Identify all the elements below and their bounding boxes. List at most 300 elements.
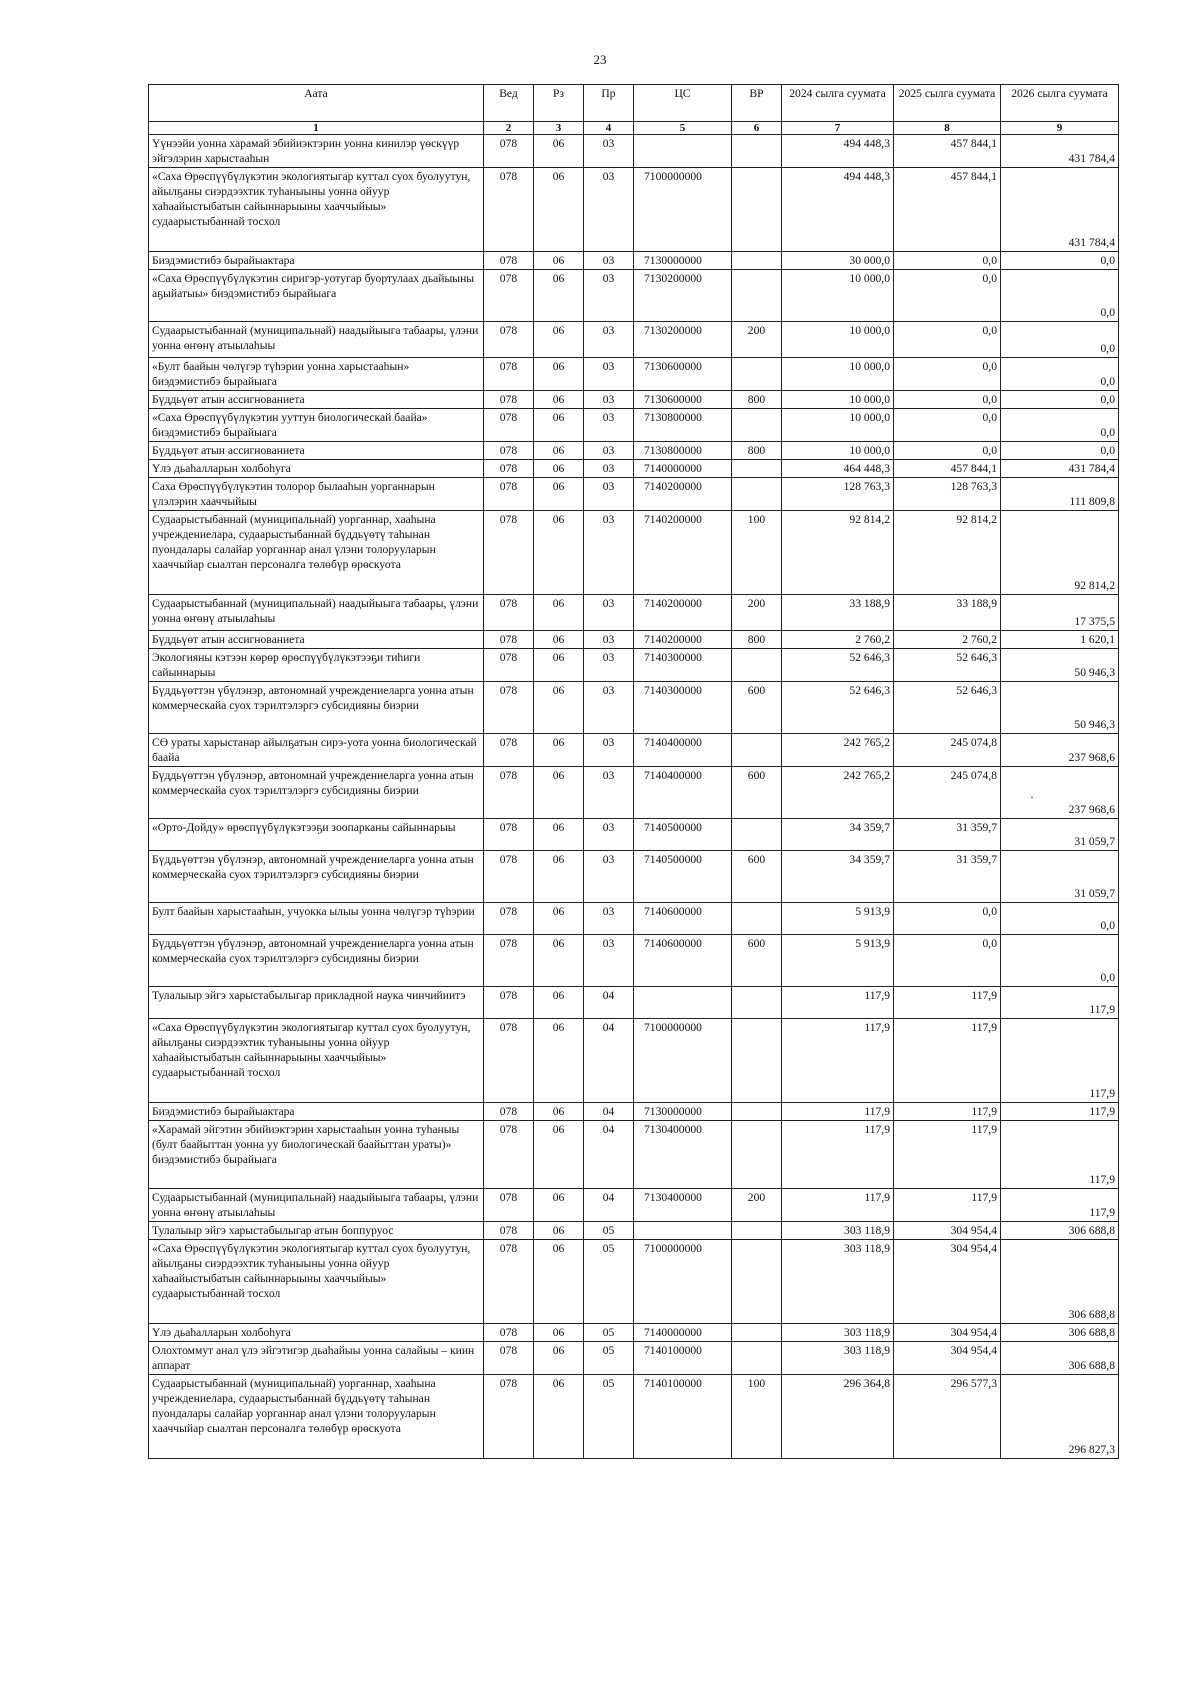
row-amount-2026: 0,0 — [1001, 935, 1119, 987]
table-row — [149, 595, 1119, 631]
row-vr: 600 — [732, 935, 782, 987]
row-pr: 05 — [584, 1222, 634, 1240]
row-cs — [634, 987, 732, 1019]
row-pr: 03 — [584, 595, 634, 631]
row-ved: 078 — [484, 1342, 534, 1375]
row-vr — [732, 903, 782, 935]
row-ved: 078 — [484, 252, 534, 270]
row-amount-2025: 0,0 — [894, 322, 1001, 358]
row-name: Олохтоммут анал үлэ эйгэтигэр дьаһайыы уонна салайыы – киин аппарат — [149, 1342, 484, 1375]
row-vr — [732, 734, 782, 767]
row-pr: 03 — [584, 252, 634, 270]
header-row — [149, 85, 1119, 122]
row-amount-2026: 17 375,5 — [1001, 595, 1119, 631]
table-row — [149, 135, 1119, 168]
row-amount-2024: 92 814,2 — [782, 511, 894, 595]
row-ved: 078 — [484, 631, 534, 649]
row-name: Экологияны кэтээн көрөр өрөспүүбүлүкэтээҕи тиһиги сайыннарыы — [149, 649, 484, 682]
table-row — [149, 511, 1119, 595]
header-name: Аата — [149, 85, 484, 122]
row-pr: 03 — [584, 135, 634, 168]
row-vr: 600 — [732, 767, 782, 819]
row-ved: 078 — [484, 1019, 534, 1103]
row-pr: 04 — [584, 1121, 634, 1189]
column-number: 1 — [149, 122, 484, 135]
row-cs: 7140300000 — [634, 682, 732, 734]
row-amount-2026: 0,0 — [1001, 252, 1119, 270]
row-rz: 06 — [534, 1375, 584, 1459]
row-amount-2025: 0,0 — [894, 409, 1001, 442]
row-cs: 7140000000 — [634, 1324, 732, 1342]
row-amount-2026: 50 946,3 — [1001, 682, 1119, 734]
row-amount-2026: 306 688,8 — [1001, 1240, 1119, 1324]
row-pr: 03 — [584, 649, 634, 682]
header-ved: Вед — [484, 85, 534, 122]
row-vr — [732, 1240, 782, 1324]
table-row — [149, 649, 1119, 682]
row-vr — [732, 1324, 782, 1342]
row-amount-2025: 245 074,8 — [894, 767, 1001, 819]
table-row — [149, 1240, 1119, 1324]
row-ved: 078 — [484, 1324, 534, 1342]
table-row — [149, 819, 1119, 851]
row-ved: 078 — [484, 168, 534, 252]
row-amount-2025: 296 577,3 — [894, 1375, 1001, 1459]
row-amount-2026: 431 784,4 — [1001, 460, 1119, 478]
row-amount-2025: 31 359,7 — [894, 851, 1001, 903]
row-cs: 7130000000 — [634, 252, 732, 270]
row-pr: 03 — [584, 682, 634, 734]
row-ved: 078 — [484, 442, 534, 460]
row-name: Тулалыыр эйгэ харыстабылыгар прикладной наука чинчийиитэ — [149, 987, 484, 1019]
row-amount-2024: 128 763,3 — [782, 478, 894, 511]
row-amount-2025: 52 646,3 — [894, 649, 1001, 682]
row-cs: 7130800000 — [634, 409, 732, 442]
row-vr — [732, 478, 782, 511]
row-name: Тулалыыр эйгэ харыстабылыгар атын боппуруос — [149, 1222, 484, 1240]
table-row — [149, 631, 1119, 649]
row-amount-2024: 242 765,2 — [782, 767, 894, 819]
table-row — [149, 409, 1119, 442]
row-amount-2024: 10 000,0 — [782, 442, 894, 460]
row-cs: 7130600000 — [634, 391, 732, 409]
column-number: 5 — [634, 122, 732, 135]
row-amount-2025: 0,0 — [894, 442, 1001, 460]
row-vr: 800 — [732, 391, 782, 409]
row-pr: 03 — [584, 511, 634, 595]
row-name: Бүддьүөт атын ассигнованиета — [149, 391, 484, 409]
row-name: Биэдэмистибэ бырайыактара — [149, 252, 484, 270]
row-vr: 800 — [732, 442, 782, 460]
row-amount-2025: 0,0 — [894, 358, 1001, 391]
row-cs: 7140600000 — [634, 903, 732, 935]
row-cs: 7140500000 — [634, 851, 732, 903]
row-cs: 7140500000 — [634, 819, 732, 851]
page-number: 23 — [593, 52, 607, 67]
row-amount-2024: 2 760,2 — [782, 631, 894, 649]
row-pr: 03 — [584, 409, 634, 442]
row-rz: 06 — [534, 322, 584, 358]
row-pr: 03 — [584, 734, 634, 767]
table-row — [149, 1121, 1119, 1189]
row-rz: 06 — [534, 1342, 584, 1375]
row-amount-2024: 242 765,2 — [782, 734, 894, 767]
row-amount-2026: 0,0 — [1001, 270, 1119, 322]
row-ved: 078 — [484, 1121, 534, 1189]
row-name: Судаарыстыбаннай (муниципальнай) наадыйыыга табаары, үлэни уонна өҥөнү атыылаһыы — [149, 595, 484, 631]
table-row — [149, 322, 1119, 358]
table-row — [149, 767, 1119, 819]
row-amount-2026: 117,9 — [1001, 987, 1119, 1019]
header-vr: ВР — [732, 85, 782, 122]
table-row — [149, 1342, 1119, 1375]
row-cs: 7140200000 — [634, 595, 732, 631]
row-ved: 078 — [484, 511, 534, 595]
row-amount-2026: 117,9 — [1001, 1019, 1119, 1103]
row-amount-2026: 296 827,3 — [1001, 1375, 1119, 1459]
table-row — [149, 1019, 1119, 1103]
row-vr — [732, 1103, 782, 1121]
row-cs: 7130000000 — [634, 1103, 732, 1121]
row-amount-2024: 303 118,9 — [782, 1222, 894, 1240]
table-row — [149, 391, 1119, 409]
row-name: СӨ ураты харыстанар айылҕатын сирэ-уота уонна биологическай баайа — [149, 734, 484, 767]
row-name: Бүддьүөттэн үбүлэнэр, автономнай учреждениеларга уонна атын коммерческайа суох тэрилтэлэргэ субсидияны биэрии — [149, 935, 484, 987]
row-ved: 078 — [484, 1189, 534, 1222]
row-pr: 04 — [584, 987, 634, 1019]
row-name: «Саха Өрөспүүбүлүкэтин экологиятыгар куттал суох буолуутун, айылҕаны сиэрдээхтик туһаныыны уонна ойуур хаһаайыстыбатын сайыннарыыны хааччыйыы» судаарыстыбаннай тосхол — [149, 168, 484, 252]
row-amount-2026: 237 968,6 — [1001, 734, 1119, 767]
row-vr — [732, 1121, 782, 1189]
row-rz: 06 — [534, 391, 584, 409]
row-amount-2026: 431 784,4 — [1001, 135, 1119, 168]
row-rz: 06 — [534, 935, 584, 987]
row-rz: 06 — [534, 442, 584, 460]
row-amount-2024: 117,9 — [782, 987, 894, 1019]
row-amount-2026: 92 814,2 — [1001, 511, 1119, 595]
row-amount-2026: 31 059,7 — [1001, 819, 1119, 851]
row-amount-2026: 306 688,8 — [1001, 1324, 1119, 1342]
row-pr: 03 — [584, 631, 634, 649]
row-name: Бүддьүөттэн үбүлэнэр, автономнай учреждениеларга уонна атын коммерческайа суох тэрилтэлэргэ субсидияны биэрии — [149, 767, 484, 819]
row-vr: 600 — [732, 851, 782, 903]
row-amount-2024: 117,9 — [782, 1103, 894, 1121]
row-amount-2026: 117,9 — [1001, 1189, 1119, 1222]
row-amount-2024: 303 118,9 — [782, 1240, 894, 1324]
row-amount-2025: 0,0 — [894, 935, 1001, 987]
row-amount-2025: 304 954,4 — [894, 1324, 1001, 1342]
row-pr: 04 — [584, 1103, 634, 1121]
row-amount-2025: 457 844,1 — [894, 168, 1001, 252]
table-row — [149, 682, 1119, 734]
row-ved: 078 — [484, 478, 534, 511]
column-number: 7 — [782, 122, 894, 135]
row-ved: 078 — [484, 767, 534, 819]
row-amount-2024: 52 646,3 — [782, 649, 894, 682]
row-pr: 03 — [584, 767, 634, 819]
row-ved: 078 — [484, 391, 534, 409]
row-amount-2026: 0,0 — [1001, 322, 1119, 358]
row-vr: 800 — [732, 631, 782, 649]
row-amount-2025: 128 763,3 — [894, 478, 1001, 511]
table-body — [149, 135, 1119, 1459]
row-cs: 7140300000 — [634, 649, 732, 682]
row-pr: 03 — [584, 322, 634, 358]
table-row — [149, 903, 1119, 935]
row-vr — [732, 1019, 782, 1103]
row-name: Бүддьүөттэн үбүлэнэр, автономнай учреждениеларга уонна атын коммерческайа суох тэрилтэлэргэ субсидияны биэрии — [149, 682, 484, 734]
row-cs: 7140200000 — [634, 631, 732, 649]
row-amount-2025: 117,9 — [894, 987, 1001, 1019]
column-number: 6 — [732, 122, 782, 135]
row-vr — [732, 987, 782, 1019]
row-name: Үлэ дьаһалларын холбоһуга — [149, 1324, 484, 1342]
header-cs: ЦС — [634, 85, 732, 122]
budget-table — [148, 84, 1119, 1459]
row-name: «Орто-Дойду» өрөспүүбүлүкэтээҕи зоопарканы сайыннарыы — [149, 819, 484, 851]
row-pr: 03 — [584, 903, 634, 935]
row-amount-2025: 457 844,1 — [894, 460, 1001, 478]
row-pr: 03 — [584, 819, 634, 851]
row-rz: 06 — [534, 1324, 584, 1342]
row-rz: 06 — [534, 409, 584, 442]
row-rz: 06 — [534, 511, 584, 595]
table-row — [149, 1189, 1119, 1222]
column-number: 9 — [1001, 122, 1119, 135]
row-ved: 078 — [484, 358, 534, 391]
row-ved: 078 — [484, 1240, 534, 1324]
table-row — [149, 1222, 1119, 1240]
row-ved: 078 — [484, 322, 534, 358]
row-amount-2026: 1 620,1 — [1001, 631, 1119, 649]
row-cs: 7140400000 — [634, 767, 732, 819]
stray-mark: · — [1030, 790, 1034, 804]
row-cs: 7100000000 — [634, 168, 732, 252]
row-amount-2026: 0,0 — [1001, 442, 1119, 460]
row-amount-2025: 245 074,8 — [894, 734, 1001, 767]
row-name: Бүддьүөттэн үбүлэнэр, автономнай учреждениеларга уонна атын коммерческайа суох тэрилтэлэргэ субсидияны биэрии — [149, 851, 484, 903]
row-vr — [732, 460, 782, 478]
row-name: «Саха Өрөспүүбүлүкэтин ууттун биологическай баайа» биэдэмистибэ бырайыага — [149, 409, 484, 442]
row-amount-2026: 431 784,4 — [1001, 168, 1119, 252]
column-number: 8 — [894, 122, 1001, 135]
table-row — [149, 987, 1119, 1019]
header-2025: 2025 сылга суумата — [894, 85, 1001, 122]
row-amount-2024: 303 118,9 — [782, 1324, 894, 1342]
row-rz: 06 — [534, 851, 584, 903]
row-amount-2024: 30 000,0 — [782, 252, 894, 270]
row-amount-2024: 5 913,9 — [782, 903, 894, 935]
row-amount-2024: 34 359,7 — [782, 851, 894, 903]
row-rz: 06 — [534, 358, 584, 391]
row-amount-2026: 306 688,8 — [1001, 1342, 1119, 1375]
row-name: Булт баайын харыстааһын, учуокка ылыы уонна чөлүгэр түһэрии — [149, 903, 484, 935]
row-pr: 03 — [584, 478, 634, 511]
row-rz: 06 — [534, 1240, 584, 1324]
row-amount-2026: 50 946,3 — [1001, 649, 1119, 682]
row-vr: 100 — [732, 1375, 782, 1459]
row-vr — [732, 168, 782, 252]
table-row — [149, 1103, 1119, 1121]
row-cs: 7130800000 — [634, 442, 732, 460]
row-amount-2025: 0,0 — [894, 270, 1001, 322]
row-amount-2025: 31 359,7 — [894, 819, 1001, 851]
table-row — [149, 851, 1119, 903]
row-rz: 06 — [534, 903, 584, 935]
row-amount-2025: 457 844,1 — [894, 135, 1001, 168]
row-amount-2025: 2 760,2 — [894, 631, 1001, 649]
row-ved: 078 — [484, 851, 534, 903]
row-pr: 03 — [584, 851, 634, 903]
row-name: «Саха Өрөспүүбүлүкэтин экологиятыгар куттал суох буолуутун, айылҕаны сиэрдээхтик туһаныыны уонна ойуур хаһаайыстыбатын сайыннарыыны хааччыйыы» судаарыстыбаннай тосхол — [149, 1019, 484, 1103]
row-name: Үүнээйи уонна харамай эбийиэктэрин уонна кинилэр үөскүүр эйгэлэрин харыстааһын — [149, 135, 484, 168]
row-amount-2024: 464 448,3 — [782, 460, 894, 478]
row-amount-2025: 304 954,4 — [894, 1240, 1001, 1324]
row-rz: 06 — [534, 595, 584, 631]
row-ved: 078 — [484, 1103, 534, 1121]
row-pr: 05 — [584, 1375, 634, 1459]
row-ved: 078 — [484, 682, 534, 734]
row-amount-2024: 33 188,9 — [782, 595, 894, 631]
row-vr — [732, 358, 782, 391]
row-pr: 03 — [584, 442, 634, 460]
table-row — [149, 1324, 1119, 1342]
row-rz: 06 — [534, 460, 584, 478]
row-rz: 06 — [534, 631, 584, 649]
row-amount-2024: 494 448,3 — [782, 168, 894, 252]
row-name: Судаарыстыбаннай (муниципальнай) наадыйыыга табаары, үлэни уонна өҥөнү атыылаһыы — [149, 1189, 484, 1222]
row-amount-2025: 52 646,3 — [894, 682, 1001, 734]
row-cs: 7140600000 — [634, 935, 732, 987]
table-row — [149, 935, 1119, 987]
row-name: Биэдэмистибэ бырайыактара — [149, 1103, 484, 1121]
row-cs: 7140200000 — [634, 478, 732, 511]
row-amount-2026: 31 059,7 — [1001, 851, 1119, 903]
row-amount-2025: 0,0 — [894, 252, 1001, 270]
row-amount-2024: 34 359,7 — [782, 819, 894, 851]
row-name: Судаарыстыбаннай (муниципальнай) уорганнар, хааһына учреждениелара, судаарыстыбаннай бүддьүөтү таһынан пуондалары салайар уорганнар анал үлэни толорууларын хааччыйар сыалтан персоналга төлөбүр өрөскуота — [149, 1375, 484, 1459]
row-rz: 06 — [534, 252, 584, 270]
row-pr: 03 — [584, 168, 634, 252]
row-amount-2026: 237 968,6 — [1001, 767, 1119, 819]
row-amount-2026: 117,9 — [1001, 1121, 1119, 1189]
row-cs: 7140100000 — [634, 1375, 732, 1459]
row-amount-2025: 92 814,2 — [894, 511, 1001, 595]
row-rz: 06 — [534, 1222, 584, 1240]
row-name: «Булт баайын чөлүгэр түһэрии уонна харыстааһын» биэдэмистибэ бырайыага — [149, 358, 484, 391]
column-number: 2 — [484, 122, 534, 135]
table-row — [149, 358, 1119, 391]
row-amount-2026: 0,0 — [1001, 391, 1119, 409]
row-cs: 7130400000 — [634, 1121, 732, 1189]
row-pr: 03 — [584, 460, 634, 478]
table-row — [149, 252, 1119, 270]
row-amount-2024: 117,9 — [782, 1121, 894, 1189]
row-ved: 078 — [484, 135, 534, 168]
table-row — [149, 1375, 1119, 1459]
row-ved: 078 — [484, 270, 534, 322]
budget-table-container — [148, 84, 1118, 1459]
row-cs: 7140000000 — [634, 460, 732, 478]
row-rz: 06 — [534, 987, 584, 1019]
row-vr: 200 — [732, 595, 782, 631]
row-amount-2024: 10 000,0 — [782, 270, 894, 322]
row-pr: 05 — [584, 1324, 634, 1342]
row-ved: 078 — [484, 460, 534, 478]
row-amount-2024: 303 118,9 — [782, 1342, 894, 1375]
row-vr — [732, 649, 782, 682]
row-amount-2024: 10 000,0 — [782, 391, 894, 409]
row-amount-2024: 10 000,0 — [782, 322, 894, 358]
row-amount-2025: 0,0 — [894, 903, 1001, 935]
row-pr: 03 — [584, 935, 634, 987]
row-amount-2025: 117,9 — [894, 1121, 1001, 1189]
table-row — [149, 734, 1119, 767]
row-amount-2026: 111 809,8 — [1001, 478, 1119, 511]
row-ved: 078 — [484, 935, 534, 987]
row-rz: 06 — [534, 734, 584, 767]
row-rz: 06 — [534, 767, 584, 819]
row-pr: 03 — [584, 358, 634, 391]
row-rz: 06 — [534, 649, 584, 682]
table-row — [149, 270, 1119, 322]
row-amount-2024: 296 364,8 — [782, 1375, 894, 1459]
row-amount-2024: 10 000,0 — [782, 358, 894, 391]
row-ved: 078 — [484, 819, 534, 851]
row-name: Үлэ дьаһалларын холбоһуга — [149, 460, 484, 478]
row-vr: 200 — [732, 322, 782, 358]
row-vr — [732, 1342, 782, 1375]
row-amount-2026: 0,0 — [1001, 409, 1119, 442]
row-vr — [732, 1222, 782, 1240]
row-vr — [732, 252, 782, 270]
row-ved: 078 — [484, 1222, 534, 1240]
row-pr: 03 — [584, 270, 634, 322]
row-amount-2024: 5 913,9 — [782, 935, 894, 987]
row-pr: 04 — [584, 1019, 634, 1103]
column-number: 3 — [534, 122, 584, 135]
row-rz: 06 — [534, 1103, 584, 1121]
row-name: «Харамай эйгэтин эбийиэктэрин харыстааһын уонна туһаныы (булт баайыттан уонна уу биологическай баайыттан ураты)» биэдэмистибэ бырайыага — [149, 1121, 484, 1189]
row-amount-2024: 117,9 — [782, 1189, 894, 1222]
table-row — [149, 478, 1119, 511]
row-cs: 7130200000 — [634, 270, 732, 322]
row-amount-2025: 304 954,4 — [894, 1342, 1001, 1375]
row-name: Судаарыстыбаннай (муниципальнай) уорганнар, хааһына учреждениелара, судаарыстыбаннай бүддьүөтү таһынан пуондалары салайар уорганнар анал үлэни толорууларын хааччыйар сыалтан персоналга төлөбүр өрөскуота — [149, 511, 484, 595]
row-rz: 06 — [534, 135, 584, 168]
row-vr — [732, 135, 782, 168]
row-pr: 05 — [584, 1342, 634, 1375]
row-amount-2026: 306 688,8 — [1001, 1222, 1119, 1240]
header-rz: Рз — [534, 85, 584, 122]
row-ved: 078 — [484, 1375, 534, 1459]
row-amount-2024: 10 000,0 — [782, 409, 894, 442]
row-name: «Саха Өрөспүүбүлүкэтин сиригэр-уотугар буортулаах дьайыыны аҕыйатыы» биэдэмистибэ бырайыага — [149, 270, 484, 322]
row-rz: 06 — [534, 1189, 584, 1222]
row-rz: 06 — [534, 270, 584, 322]
row-amount-2026: 0,0 — [1001, 358, 1119, 391]
row-name: «Саха Өрөспүүбүлүкэтин экологиятыгар куттал суох буолуутун, айылҕаны сиэрдээхтик туһаныыны уонна ойуур хаһаайыстыбатын сайыннарыыны хааччыйыы» судаарыстыбаннай тосхол — [149, 1240, 484, 1324]
row-rz: 06 — [534, 1121, 584, 1189]
row-vr: 100 — [732, 511, 782, 595]
row-amount-2024: 52 646,3 — [782, 682, 894, 734]
row-rz: 06 — [534, 682, 584, 734]
row-name: Бүддьүөт атын ассигнованиета — [149, 442, 484, 460]
row-ved: 078 — [484, 409, 534, 442]
row-amount-2025: 0,0 — [894, 391, 1001, 409]
row-pr: 03 — [584, 391, 634, 409]
row-cs: 7130200000 — [634, 322, 732, 358]
